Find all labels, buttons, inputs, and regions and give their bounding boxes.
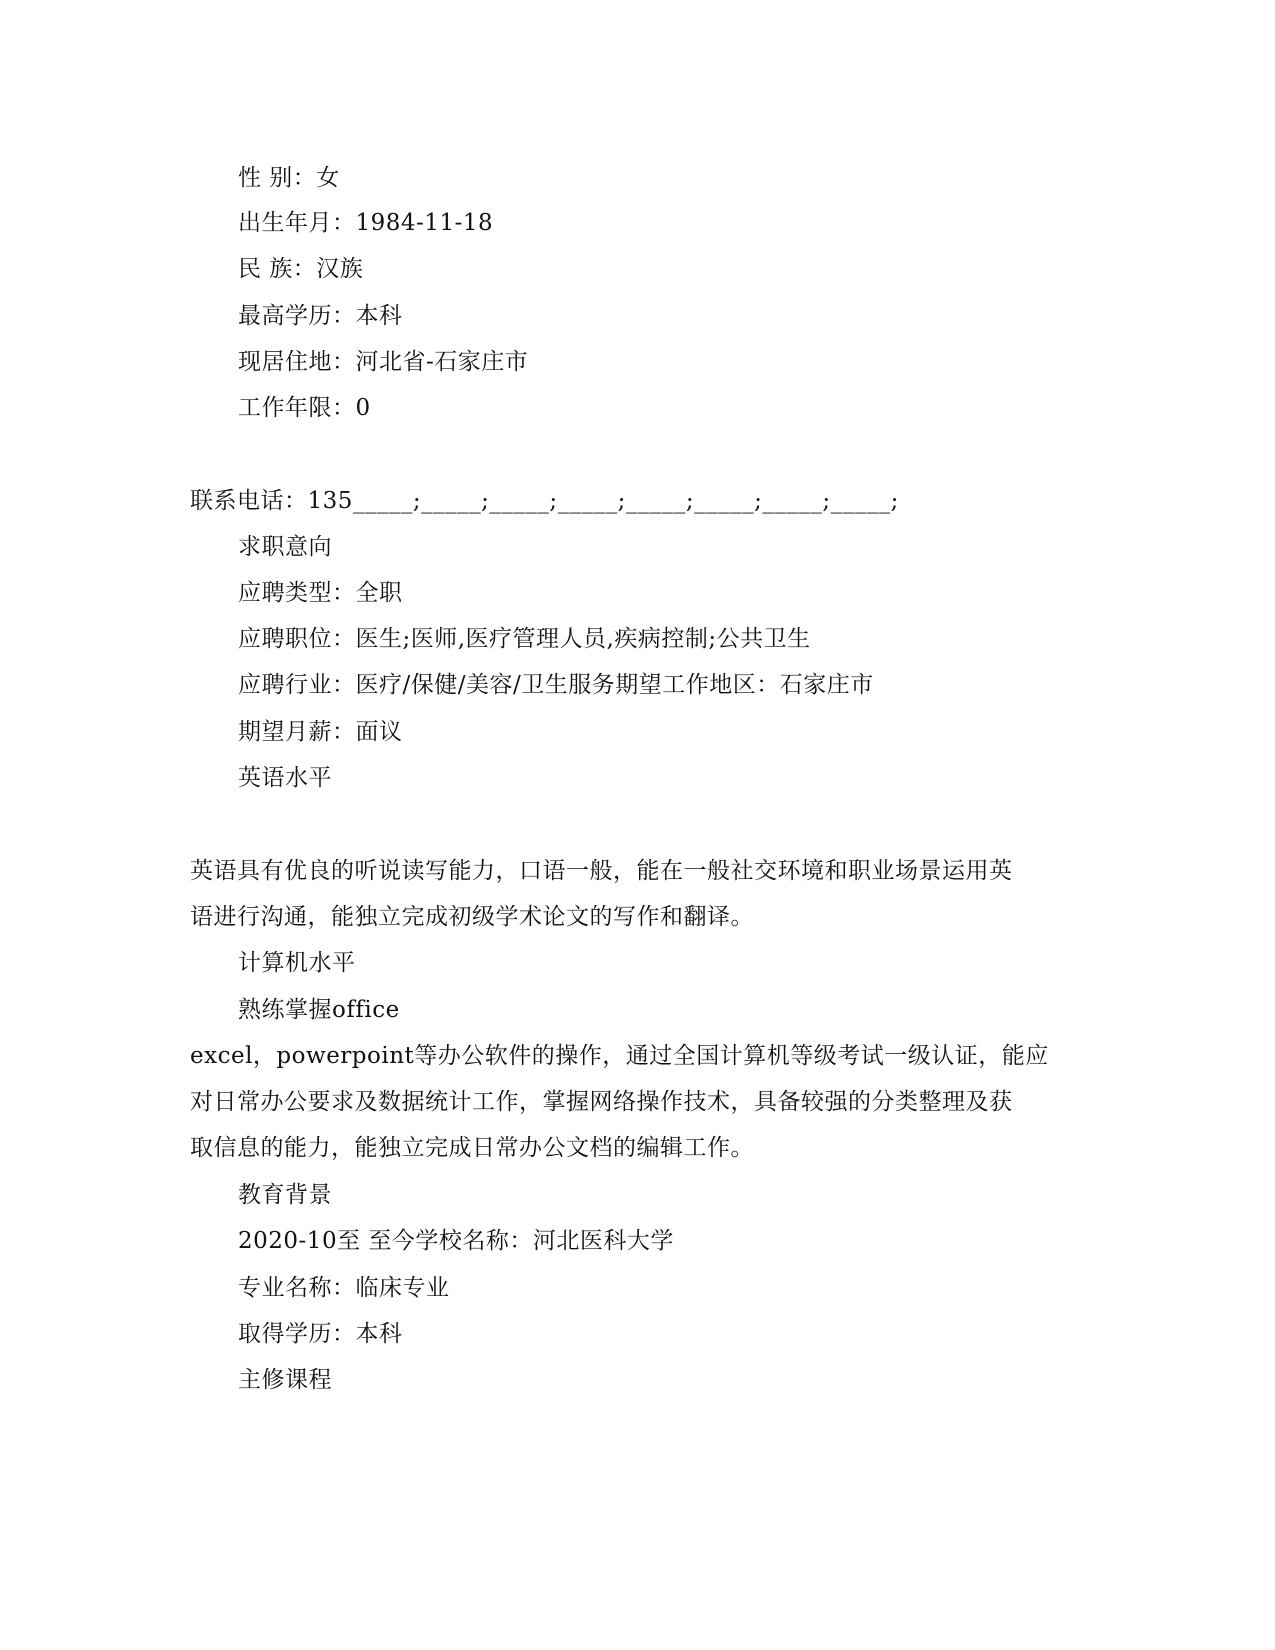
birth-date-field: 出生年月：1984-11-18 [238,210,494,236]
expected-salary-field: 期望月薪：面议 [238,719,403,745]
english-paragraph-line: 英语具有优良的听说读写能力，口语一般，能在一般社交环境和职业场景运用英 [190,858,1013,884]
ethnicity-field: 民 族：汉族 [238,256,364,282]
computer-heading: 计算机水平 [238,950,356,976]
english-heading: 英语水平 [238,765,332,791]
education-period-school: 2020-10至 至今学校名称：河北医科大学 [238,1228,674,1254]
education-degree: 取得学历：本科 [238,1321,403,1347]
work-years-field: 工作年限：0 [238,395,371,421]
job-industry-field: 应聘行业：医疗/保健/美容/卫生服务期望工作地区：石家庄市 [238,672,874,698]
job-position-field: 应聘职位：医生;医师,医疗管理人员,疾病控制;公共卫生 [238,626,811,652]
education-major: 专业名称：临床专业 [238,1275,450,1301]
english-paragraph-line: 语进行沟通，能独立完成初级学术论文的写作和翻译。 [190,904,754,930]
computer-paragraph-line: excel，powerpoint等办公软件的操作，通过全国计算机等级考试一级认证，能应 [190,1043,1049,1069]
education-level-field: 最高学历：本科 [238,303,403,329]
residence-field: 现居住地：河北省-石家庄市 [238,349,529,375]
education-heading: 教育背景 [238,1182,332,1208]
gender-field: 性 别：女 [238,165,340,191]
computer-paragraph-line: 熟练掌握office [238,997,400,1023]
computer-paragraph-line: 取信息的能力，能独立完成日常办公文档的编辑工作。 [190,1135,754,1161]
job-type-field: 应聘类型：全职 [238,580,403,606]
courses-heading: 主修课程 [238,1367,332,1393]
computer-paragraph-line: 对日常办公要求及数据统计工作，掌握网络操作技术，具备较强的分类整理及获 [190,1089,1013,1115]
phone-field: 联系电话：135_____;_____;_____;_____;_____;_____;_____;_____; [190,488,899,514]
job-intention-heading: 求职意向 [238,534,332,560]
